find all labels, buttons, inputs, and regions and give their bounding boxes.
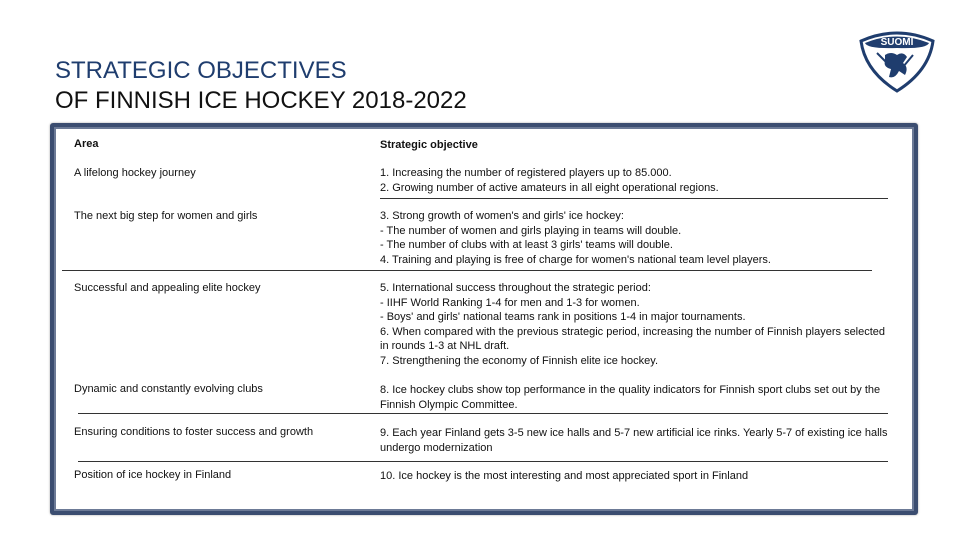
row-divider <box>380 198 888 199</box>
table-row-objective: 9. Each year Finland gets 3-5 new ice halls and 5-7 new artificial ice rinks. Yearly 5-7 of existing ice halls undergo modernization <box>380 427 888 454</box>
table-row-objective: 10. Ice hockey is the most interesting and most appreciated sport in Finland <box>380 470 749 482</box>
table-row-area: Successful and appealing elite hockey <box>74 282 261 294</box>
table-row-objective: 5. International success throughout the strategic period: - IIHF World Ranking 1-4 for men and 1-3 for women. - Boys' and girls' national teams rank in positions 1-4 in major tournaments. 6. When compared with the previous strategic period, increasing the number of Finnish players selected in rounds 1-3 at NHL draft. 7. Strengthening the economy of Finnish elite ice hockey. <box>380 282 886 367</box>
header-area: Area <box>74 138 99 150</box>
header-objective: Strategic objective <box>380 139 478 151</box>
table-row-area: A lifelong hockey journey <box>74 167 196 179</box>
table-row-area: Dynamic and constantly evolving clubs <box>74 383 263 395</box>
table-row-objective: 8. Ice hockey clubs show top performance in the quality indicators for Finnish sport clubs set out by the Finnish Olympic Committee. <box>380 384 881 411</box>
row-divider <box>78 461 888 462</box>
row-divider <box>62 270 872 271</box>
lion-crest-icon <box>857 27 937 93</box>
title-line-2: OF FINNISH ICE HOCKEY 2018-2022 <box>55 87 467 114</box>
table-row-area: Position of ice hockey in Finland <box>74 469 232 481</box>
title-line-1: STRATEGIC OBJECTIVES <box>55 57 347 84</box>
table-row-objective: 1. Increasing the number of registered players up to 85.000. 2. Growing number of active amateurs in all eight operational regions. <box>380 167 719 194</box>
table-row-objective: 3. Strong growth of women's and girls' ice hockey: - The number of women and girls playing in teams will double. - The number of clubs with at least 3 girls' teams will double. 4. Training and playing is free of charge for women's national team level players. <box>380 210 771 266</box>
page-title <box>55 56 467 116</box>
logo-text: SUOMI <box>880 37 914 48</box>
row-divider <box>78 413 888 414</box>
table-row-area: The next big step for women and girls <box>74 210 258 222</box>
table-row-area: Ensuring conditions to foster success and growth <box>74 426 314 438</box>
